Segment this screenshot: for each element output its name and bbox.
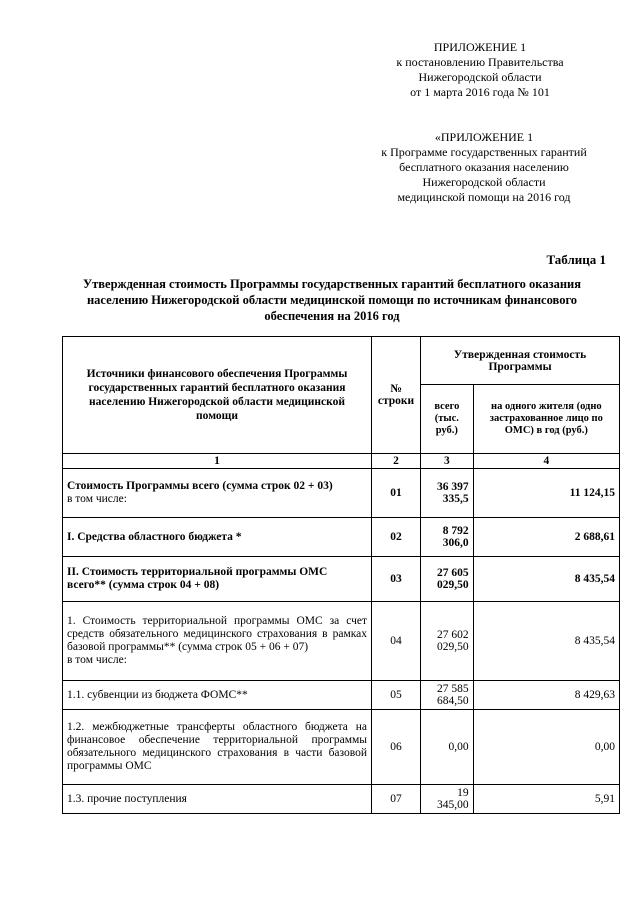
- appendix-resolution-line-1: ПРИЛОЖЕНИЕ 1: [433, 40, 527, 54]
- row-name: [63, 602, 372, 681]
- row-number: 05: [372, 681, 421, 710]
- appendix-program: [352, 130, 616, 205]
- appendix-resolution-line-4: от 1 марта 2016 года № 101: [410, 85, 550, 99]
- row-name: II. Стоимость территориальной программы ОМС всего** (сумма строк 04 + 08): [63, 557, 372, 602]
- row-note: в том числе:: [67, 654, 127, 666]
- header-source: Источники финансового обеспечения Программы государственных гарантий бесплатного оказания населению Нижегородской области медицинской помощи: [63, 337, 372, 454]
- column-index: 4: [473, 454, 619, 469]
- column-index-row: [63, 454, 620, 469]
- appendix-program-line-2: к Программе государственных гарантий: [381, 145, 587, 159]
- row-number: 04: [372, 602, 421, 681]
- row-total: 0,00: [421, 710, 474, 785]
- table-label: Таблица 1: [546, 252, 606, 267]
- appendix-resolution-line-2: к постановлению Правительства: [396, 55, 564, 69]
- row-total: 8 792 306,0: [421, 518, 474, 557]
- row-total: 27 602 029,50: [421, 602, 474, 681]
- row-name: 1.3. прочие поступления: [63, 785, 372, 814]
- appendix-resolution: [380, 40, 580, 100]
- appendix-program-line-3: бесплатного оказания населению: [399, 160, 569, 174]
- header-total: всего (тыс. руб.): [421, 385, 474, 454]
- row-name: 1.1. субвенции из бюджета ФОМС**: [63, 681, 372, 710]
- row-total: 36 397 335,5: [421, 469, 474, 518]
- row-total: 27 585 684,50: [421, 681, 474, 710]
- row-total: 19 345,00: [421, 785, 474, 814]
- appendix-program-line-1: «ПРИЛОЖЕНИЕ 1: [434, 130, 534, 144]
- table-row: [63, 518, 620, 557]
- row-name: [63, 469, 372, 518]
- row-per-capita: 2 688,61: [473, 518, 619, 557]
- table-row: [63, 710, 620, 785]
- row-name-text: 1. Стоимость территориальной программы ОМС за счет средств обязательного медицинского страхования в рамках базовой программы** (сумма строк 05 + 06 + 07): [67, 615, 367, 653]
- table-row: [63, 785, 620, 814]
- table-row: [63, 557, 620, 602]
- table-row: [63, 469, 620, 518]
- row-per-capita: 8 435,54: [473, 602, 619, 681]
- row-per-capita: 8 435,54: [473, 557, 619, 602]
- header-per-capita: на одного жителя (одно застрахованное лицо по ОМС) в год (руб.): [473, 385, 619, 454]
- row-number: 03: [372, 557, 421, 602]
- row-number: 06: [372, 710, 421, 785]
- row-total: 27 605 029,50: [421, 557, 474, 602]
- table-row: [63, 602, 620, 681]
- row-note: в том числе:: [67, 493, 127, 505]
- row-number: 02: [372, 518, 421, 557]
- appendix-program-line-4: Нижегородской области: [422, 175, 546, 189]
- column-index: 3: [421, 454, 474, 469]
- cost-table: [62, 336, 620, 814]
- row-per-capita: 5,91: [473, 785, 619, 814]
- row-number: 01: [372, 469, 421, 518]
- header-row-number: № строки: [372, 337, 421, 454]
- row-per-capita: 8 429,63: [473, 681, 619, 710]
- column-index: 2: [372, 454, 421, 469]
- row-name-text: Стоимость Программы всего (сумма строк 02 + 03): [67, 480, 333, 492]
- appendix-resolution-line-3: Нижегородской области: [418, 70, 542, 84]
- row-name: I. Средства областного бюджета *: [63, 518, 372, 557]
- header-approved-cost: Утвержденная стоимость Программы: [421, 337, 620, 385]
- row-number: 07: [372, 785, 421, 814]
- appendix-program-line-5: медицинской помощи на 2016 год: [397, 190, 571, 204]
- column-index: 1: [63, 454, 372, 469]
- table-row: [63, 681, 620, 710]
- row-per-capita: 11 124,15: [473, 469, 619, 518]
- row-per-capita: 0,00: [473, 710, 619, 785]
- row-name: 1.2. межбюджетные трансферты областного бюджета на финансовое обеспечение территориальной программы обязательного медицинского страхования в части базовой программы ОМС: [63, 710, 372, 785]
- document-title: Утвержденная стоимость Программы государственных гарантий бесплатного оказания населению Нижегородской области медицинской помощи по источникам финансового обеспечения на 2016 год: [82, 277, 582, 323]
